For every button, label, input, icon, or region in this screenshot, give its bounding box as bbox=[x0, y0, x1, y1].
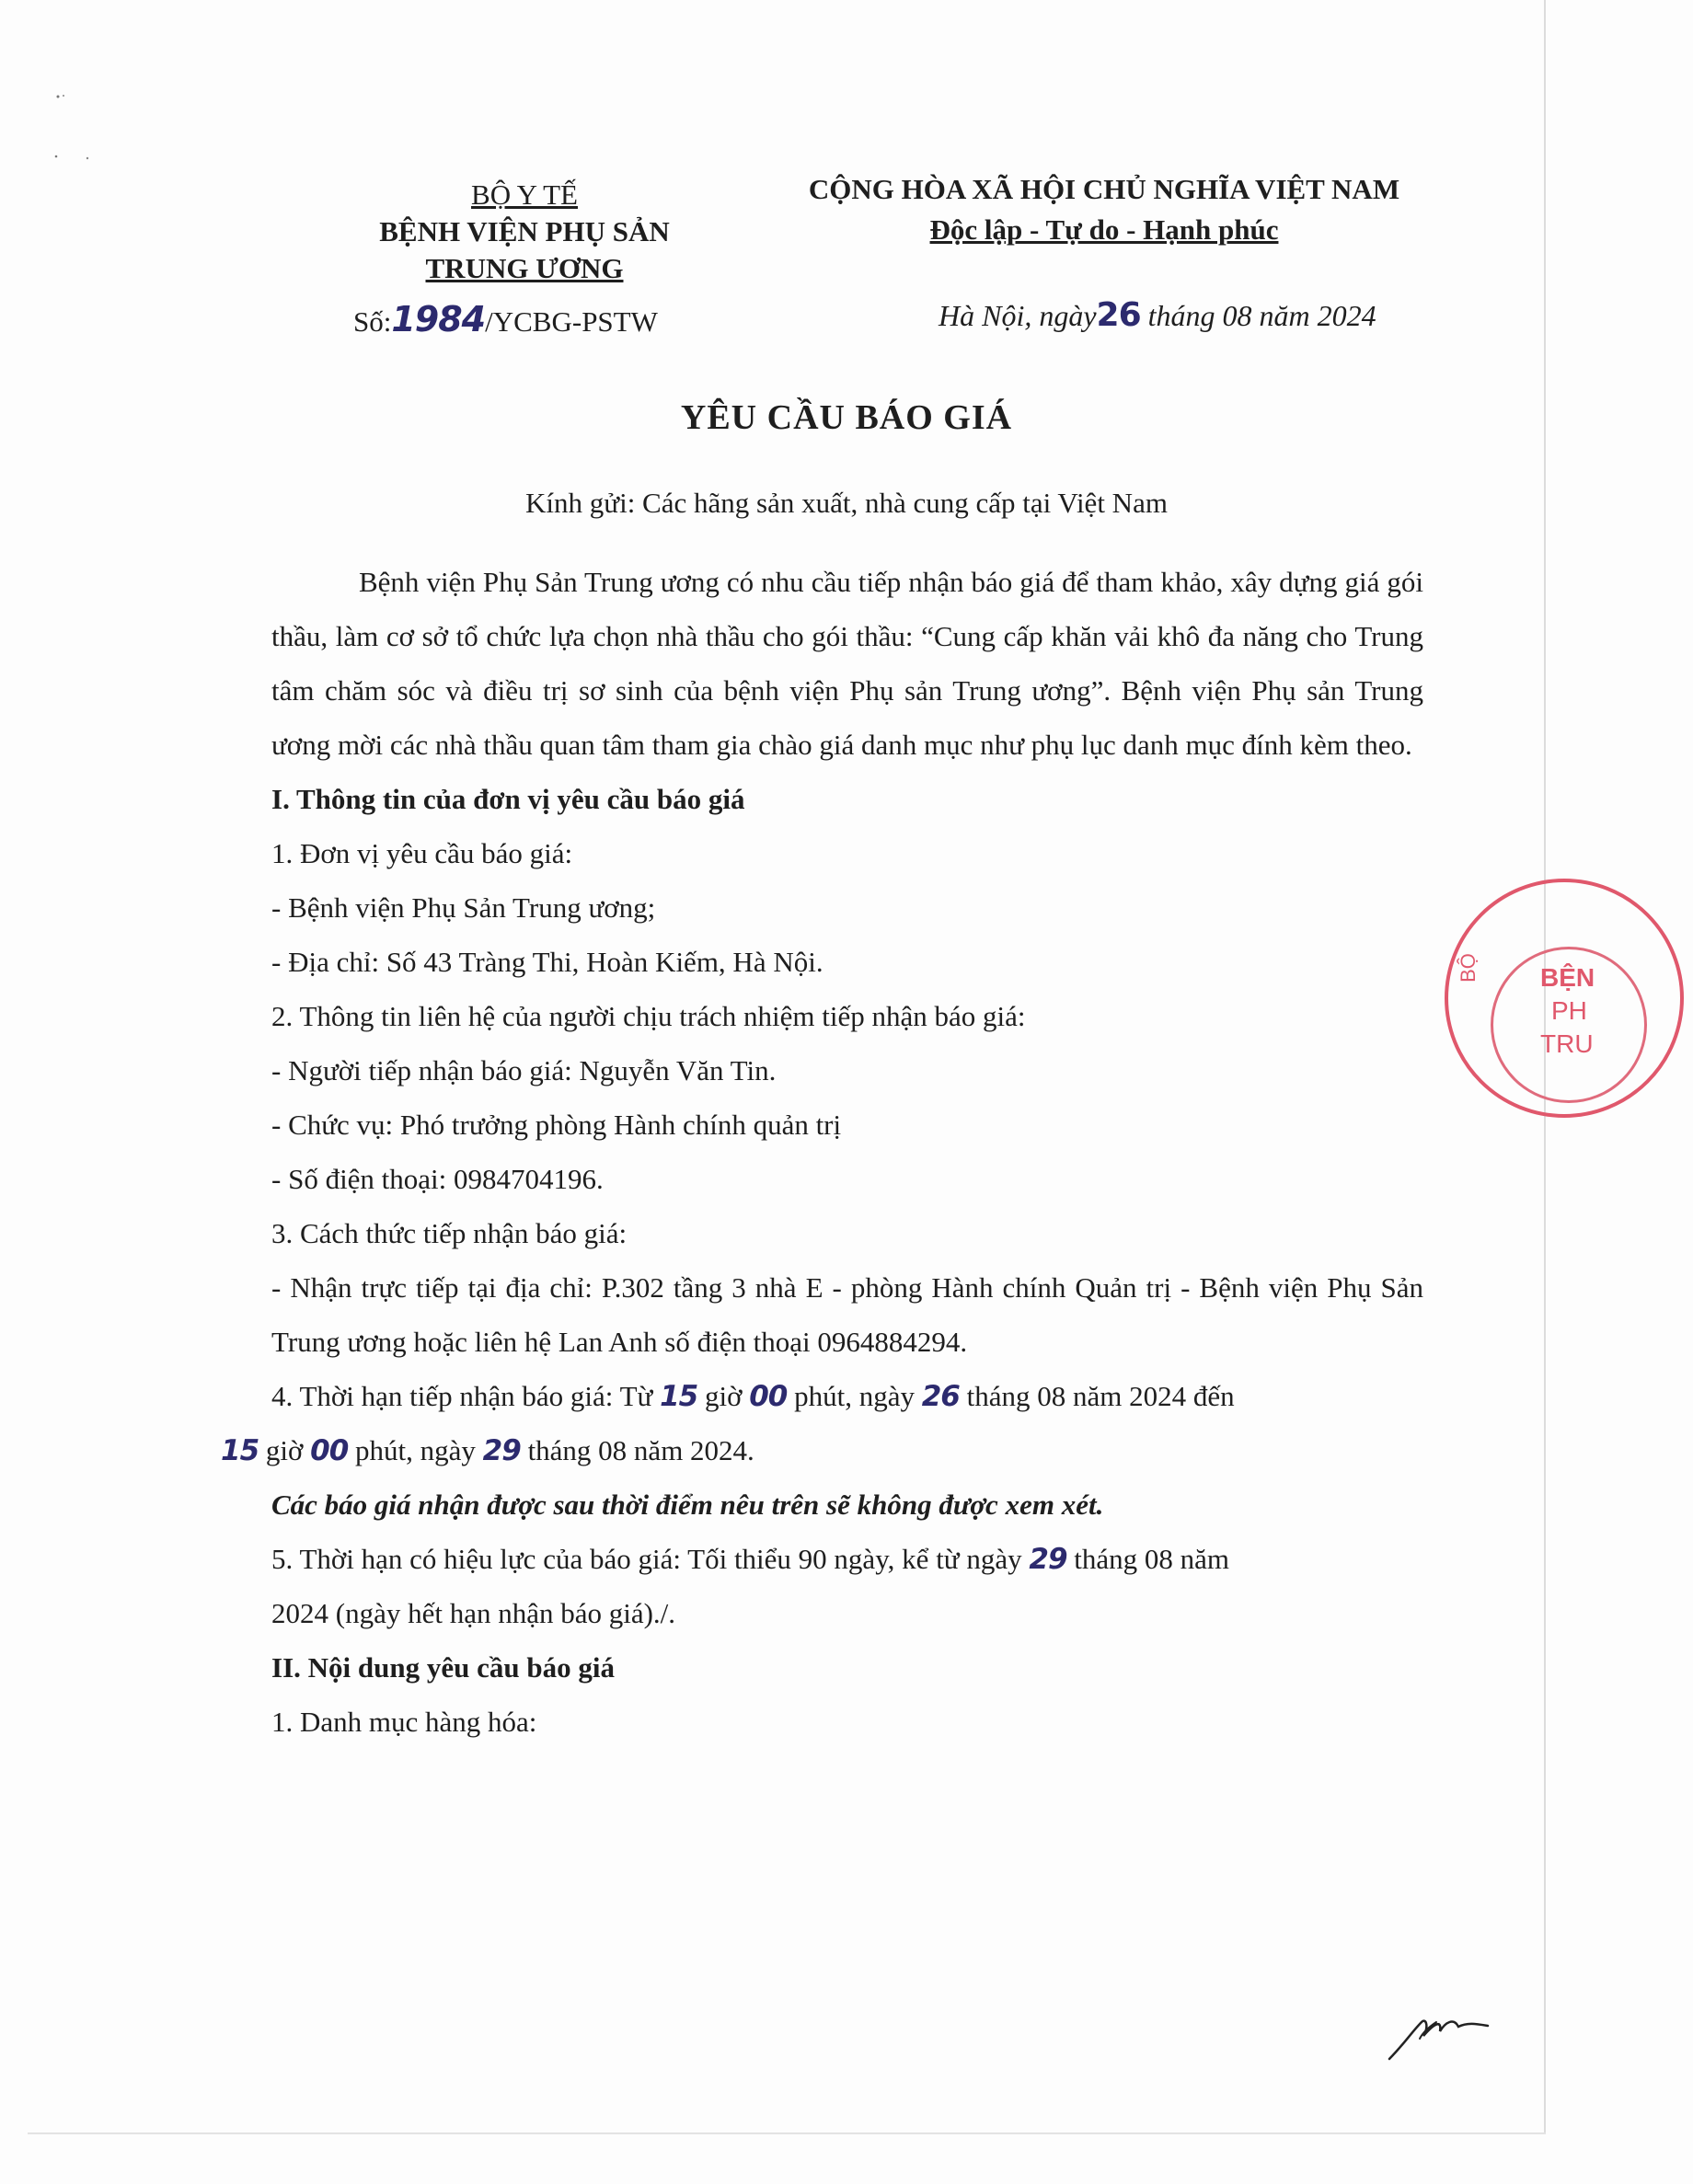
item-5-line1 bbox=[271, 1532, 1423, 1586]
item-1-label: 1. Đơn vị yêu cầu báo giá: bbox=[271, 837, 573, 869]
item-4-line2 bbox=[221, 1423, 1423, 1477]
hospital-name-line1: BỆNH VIỆN PHỤ SẢN bbox=[379, 215, 670, 247]
hour-to-handwritten: 15 bbox=[221, 1434, 259, 1467]
seal-text-line2: PH bbox=[1551, 996, 1587, 1025]
republic-name: CỘNG HÒA XÃ HỘI CHỦ NGHĨA VIỆT NAM bbox=[808, 173, 1400, 205]
item4-text: giờ bbox=[697, 1380, 750, 1412]
org-line: - Bệnh viện Phụ Sản Trung ương; bbox=[271, 891, 656, 924]
address-line: - Địa chỉ: Số 43 Tràng Thi, Hoàn Kiếm, Hà Nội. bbox=[271, 946, 823, 978]
validity-day-handwritten: 29 bbox=[1029, 1543, 1067, 1576]
day-from-handwritten: 26 bbox=[921, 1380, 960, 1413]
minute-to-handwritten: 00 bbox=[310, 1434, 349, 1467]
section-2-heading: II. Nội dung yêu cầu báo giá bbox=[271, 1651, 615, 1684]
item-5-line2: 2024 (ngày hết hạn nhận báo giá)./. bbox=[271, 1597, 676, 1629]
deadline-notice: Các báo giá nhận được sau thời điểm nêu trên sẽ không được xem xét. bbox=[271, 1489, 1104, 1521]
item4-text: tháng 08 năm 2024 đến bbox=[959, 1380, 1235, 1412]
seal-text-line1: BỆN bbox=[1540, 963, 1595, 992]
item4-text: tháng 08 năm 2024. bbox=[520, 1434, 754, 1466]
initials-signature bbox=[1385, 1994, 1495, 2068]
day-to-handwritten: 29 bbox=[482, 1434, 521, 1467]
item4-text: phút, ngày bbox=[787, 1380, 922, 1412]
doc-no-prefix: Số: bbox=[353, 305, 392, 338]
date-suffix: tháng 08 năm 2024 bbox=[1140, 299, 1376, 332]
goods-list-label: 1. Danh mục hàng hóa: bbox=[271, 1706, 537, 1738]
doc-no-handwritten: 1984 bbox=[391, 299, 486, 339]
item-2-label: 2. Thông tin liên hệ của người chịu trách nhiệm tiếp nhận báo giá: bbox=[271, 1000, 1026, 1032]
hospital-seal-stamp bbox=[1445, 879, 1684, 1118]
national-header bbox=[754, 169, 1454, 250]
item-4-line1 bbox=[271, 1369, 1423, 1423]
intro-paragraph: Bệnh viện Phụ Sản Trung ương có nhu cầu tiếp nhận báo giá để tham khảo, xây dựng giá gói thầu, làm cơ sở tổ chức lựa chọn nhà thầu cho gói thầu: “Cung cấp khăn vải khô đa năng cho Trung tâm chăm sóc và điều trị sơ sinh của bệnh viện Phụ sản Trung ương”. Bệnh viện Phụ sản Trung ương mời các nhà thầu quan tâm tham gia chào giá danh mục như phụ lục danh mục đính kèm theo. bbox=[271, 566, 1423, 761]
ministry-name: BỘ Y TẾ bbox=[471, 178, 578, 211]
receiver-line: - Người tiếp nhận báo giá: Nguyễn Văn Tin. bbox=[271, 1054, 777, 1086]
issuer-block bbox=[313, 177, 736, 287]
item4-text: phút, ngày bbox=[348, 1434, 483, 1466]
item4-text: giờ bbox=[259, 1434, 311, 1466]
seal-side-text: BỘ bbox=[1456, 953, 1480, 983]
recipient-line: Kính gửi: Các hãng sản xuất, nhà cung cấp tại Việt Nam bbox=[525, 487, 1168, 519]
minute-from-handwritten: 00 bbox=[749, 1380, 788, 1413]
scan-specks bbox=[51, 92, 106, 166]
position-line: - Chức vụ: Phó trưởng phòng Hành chính quản trị bbox=[271, 1109, 842, 1141]
date-line bbox=[939, 296, 1376, 334]
item5-text: 5. Thời hạn có hiệu lực của báo giá: Tối thiểu 90 ngày, kể từ ngày bbox=[271, 1543, 1030, 1575]
hospital-name-line2: TRUNG ƯƠNG bbox=[425, 252, 624, 284]
section-1-heading: I. Thông tin của đơn vị yêu cầu báo giá bbox=[271, 783, 745, 815]
method-line: - Nhận trực tiếp tại địa chỉ: P.302 tầng 3 nhà E - phòng Hành chính Quản trị - Bệnh viện Phụ Sản Trung ương hoặc liên hệ Lan Anh số điện thoại 0964884294. bbox=[271, 1271, 1423, 1358]
document-title: YÊU CẦU BÁO GIÁ bbox=[680, 398, 1013, 437]
seal-text-line3: TRU bbox=[1540, 1029, 1594, 1058]
date-day-handwritten: 26 bbox=[1096, 296, 1141, 334]
document-body bbox=[221, 555, 1423, 1749]
hour-from-handwritten: 15 bbox=[660, 1380, 698, 1413]
national-motto: Độc lập - Tự do - Hạnh phúc bbox=[929, 213, 1279, 246]
item5-text: tháng 08 năm bbox=[1066, 1543, 1230, 1575]
phone-line: - Số điện thoại: 0984704196. bbox=[271, 1163, 604, 1195]
date-prefix: Hà Nội, ngày bbox=[939, 299, 1097, 332]
scan-edge bbox=[28, 2132, 1546, 2134]
doc-no-suffix: /YCBG-PSTW bbox=[485, 305, 658, 338]
item-3-label: 3. Cách thức tiếp nhận báo giá: bbox=[271, 1217, 628, 1249]
item4-text: 4. Thời hạn tiếp nhận báo giá: Từ bbox=[271, 1380, 661, 1412]
document-number bbox=[353, 299, 658, 339]
